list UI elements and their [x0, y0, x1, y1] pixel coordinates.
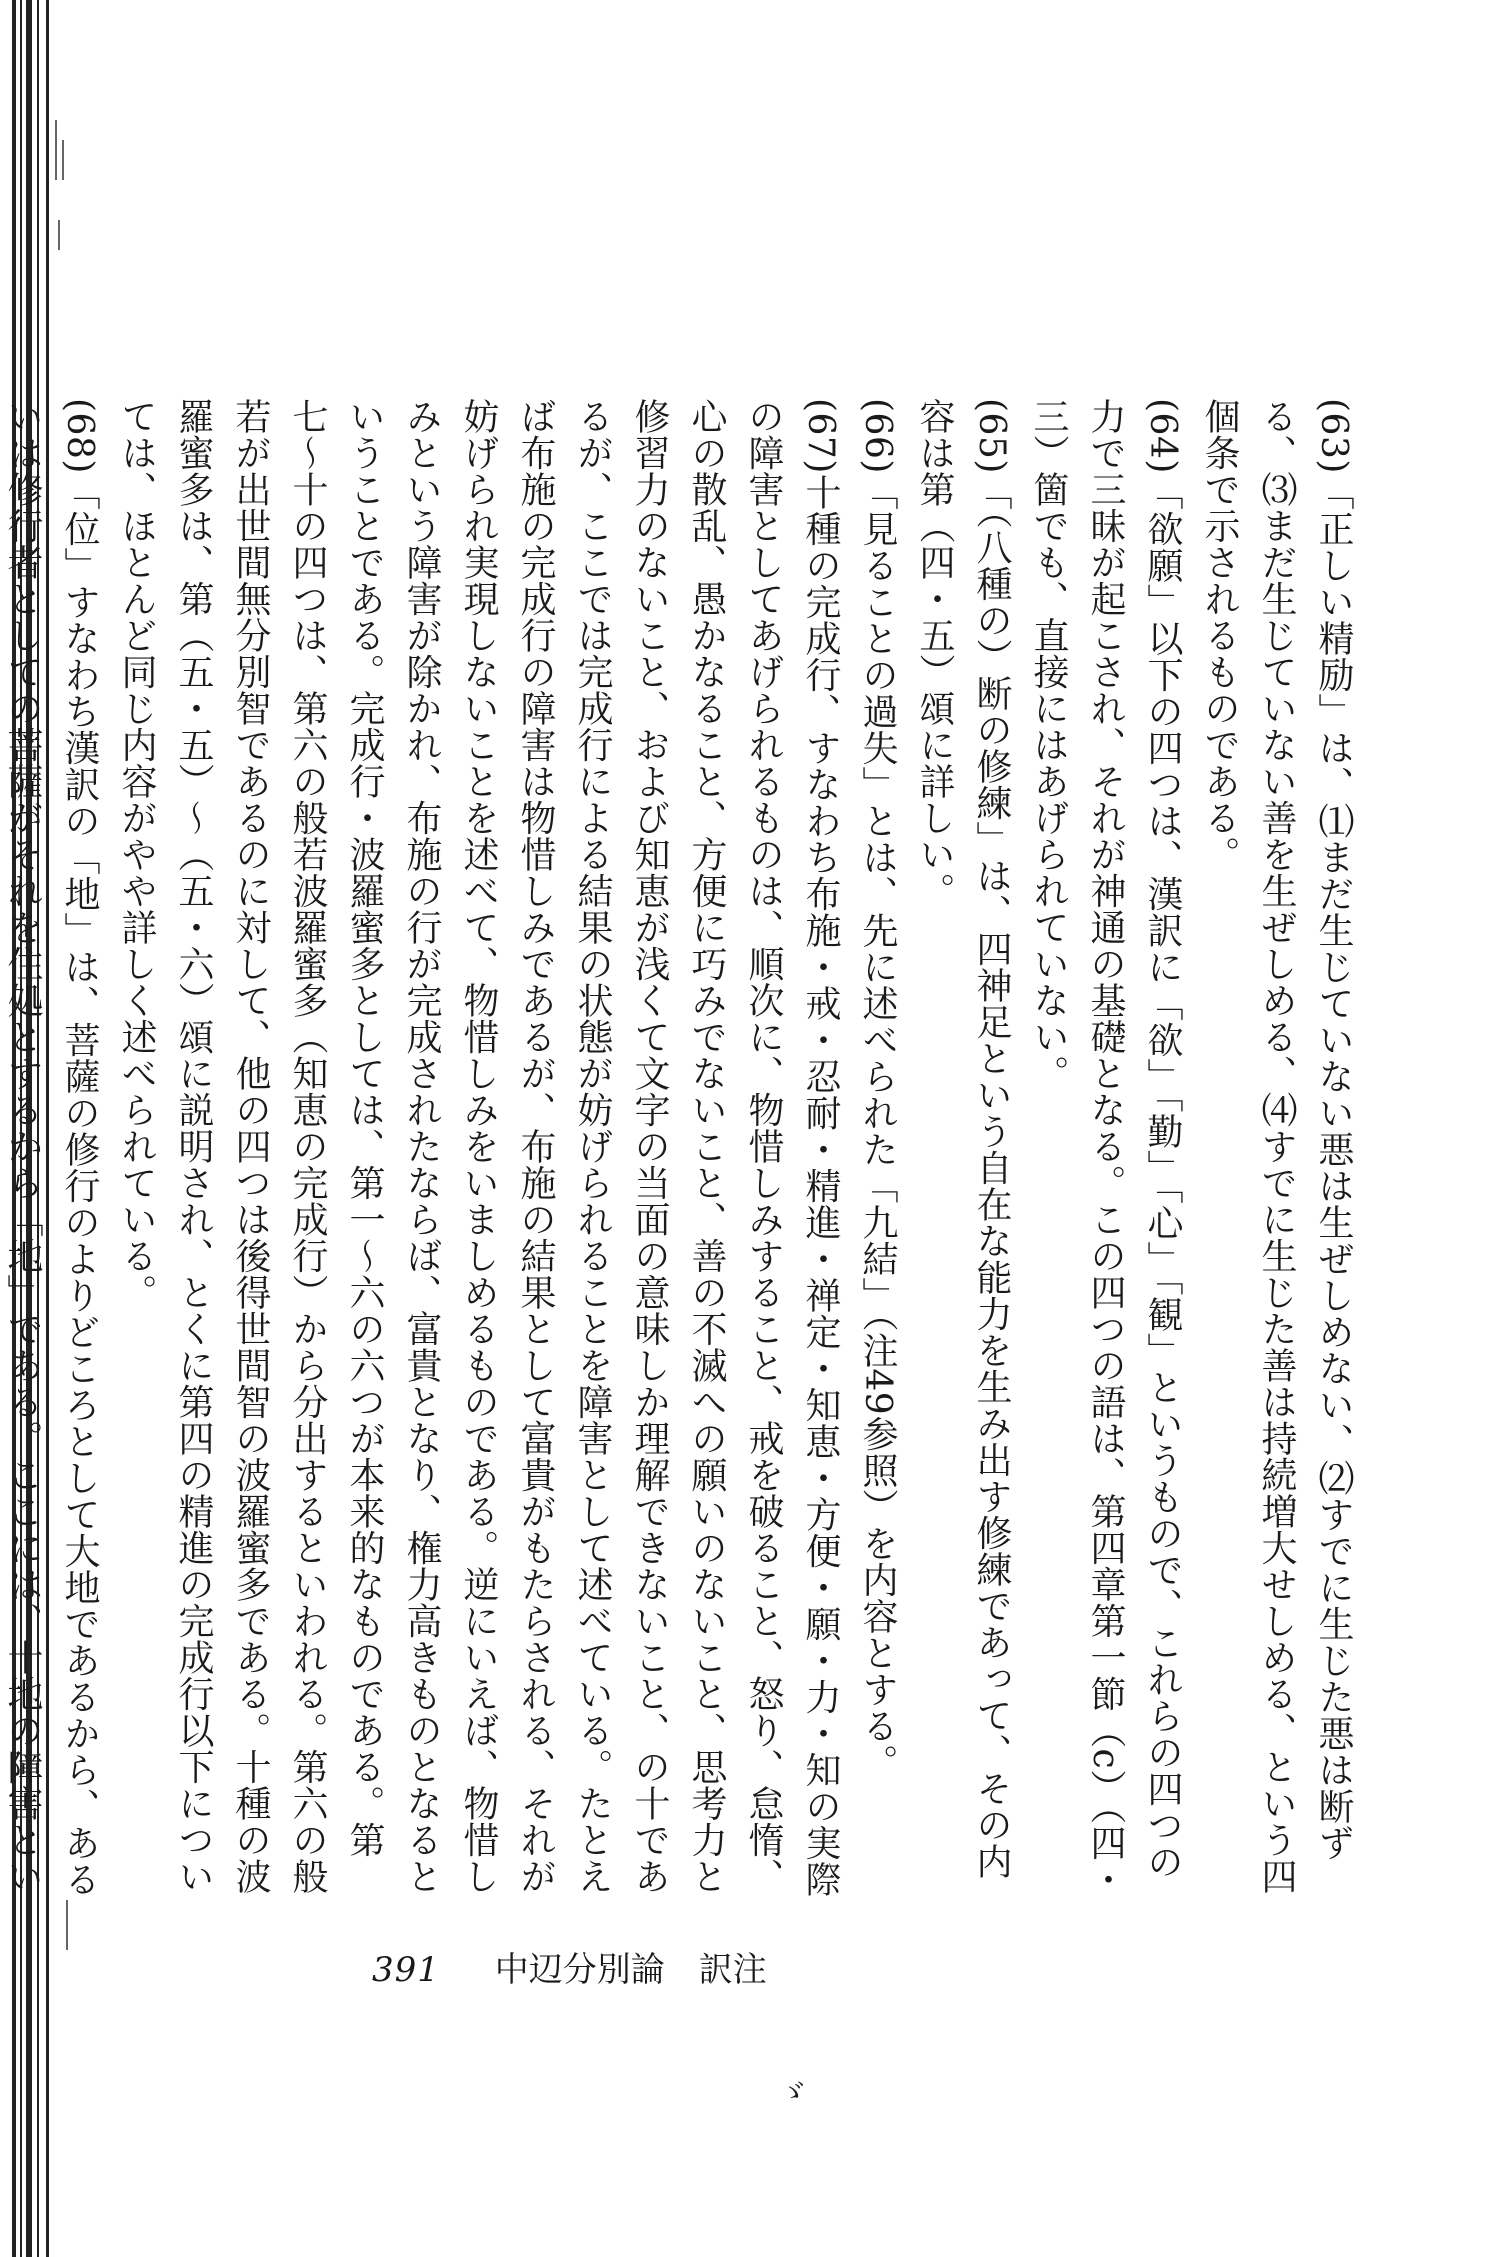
- note-number: (65): [971, 398, 1012, 474]
- note-text: 十種の完成行、すなわち布施・戒・忍耐・精進・禅定・知恵・方便・願・力・知の実際の障害としてあげられるものは、順次に、物惜しみすること、戒を破ること、怒り、怠惰、心の散乱、愚かなること、方便に巧みでないこと、善の不滅への願いのないこと、思考力と修習力のないこと、および知恵が浅くて文字の当面の意味しか理解できないこと、の十であるが、ここでは完成行による結果の状態が妨げられることを障害として述べている。たとえば布施の完成行の障害は物惜しみであるが、布施の結果として富貴がもたらされる、それが妨げられ実現しないことを述べて、物惜しみをいましめるものである。逆にいえば、物惜しみという障害が除かれ、布施の行が完成されたならば、富貴となり、権力高きものとなるということである。完成行・波羅蜜多としては、第一〜六の六つが本来的なものである。第七〜十の四つは、第六の般若波羅蜜多（知恵の完成行）から分出するといわれる。第六の般若が出世間無分別智であるのに対して、他の四つは後得世間智の波羅蜜多である。十種の波羅蜜多は、第（五・五）〜（五・六）頌に説明され、とくに第四の精進の完成行以下については、ほとんど同じ内容がやや詳しく述べられている。: [116, 398, 841, 1898]
- note-number: (64): [1142, 398, 1183, 474]
- note-text: 「見ることの過失」とは、先に述べられた「九結」（注49参照）を内容とする。: [857, 473, 898, 1781]
- note-text: 「位」すなわち漢訳の「地」は、菩薩の修行のよりどころとして大地であるから、あるいは修行者としての菩薩がそれを住処とするから「地」である。ここには、十地の障害とい: [2, 398, 100, 1898]
- note-number: (67): [800, 398, 841, 474]
- note-number: (68): [59, 398, 100, 474]
- note-text: 「欲願」以下の四つは、漢訳に「欲」「勤」「心」「観」というもので、これらの四つの力で三昧が起こされ、それが神通の基礎となる。この四つの語は、第四章第一節（c）（四・三）箇でも、直接にはあげられていない。: [1028, 398, 1183, 1898]
- note-65: [906, 398, 1020, 1908]
- note-text: 「（八種の）断の修練」は、四神足という自在な能力を生み出す修練であって、その内容は第（四・五）頌に詳しい。: [914, 398, 1012, 1880]
- stray-mark: ゞ: [778, 2076, 808, 2111]
- note-67: [108, 398, 849, 1908]
- note-number: (63): [1313, 398, 1354, 474]
- running-title: 中辺分別論 訳注: [494, 1950, 767, 1990]
- page-footer: [372, 1942, 767, 1991]
- annotation-body: [2, 398, 1362, 1908]
- note-68: [0, 398, 108, 1908]
- note-63: [1191, 398, 1362, 1908]
- note-text: 「正しい精励」は、⑴まだ生じていない悪は生ぜしめない、⑵すでに生じた悪は断ずる、⑶まだ生じていない善を生ぜしめる、⑷すでに生じた善は持続増大せしめる、という四個条で示されるものである。: [1199, 398, 1354, 1895]
- note-64: [1020, 398, 1191, 1908]
- page-number: 391: [372, 1950, 440, 1990]
- note-66: [849, 398, 906, 1908]
- note-number: (66): [857, 398, 898, 474]
